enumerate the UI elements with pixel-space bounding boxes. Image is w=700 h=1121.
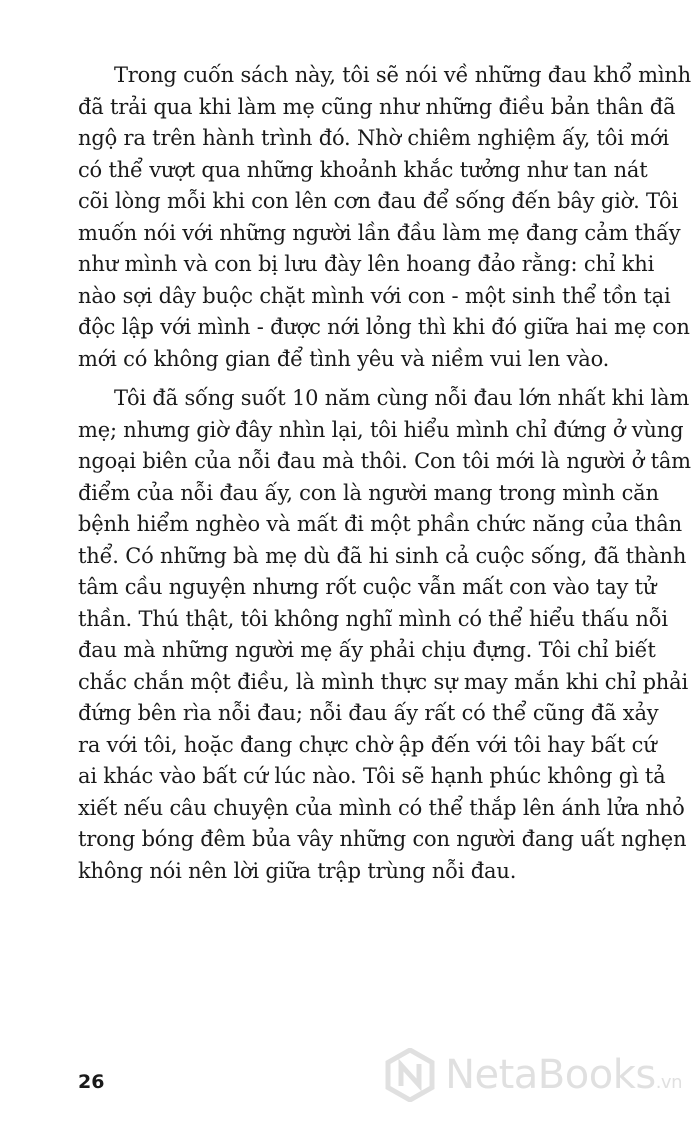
watermark-text: [445, 1052, 682, 1098]
text-line: điểm của nỗi đau ấy, con là người mang trong mình căn: [78, 480, 659, 505]
text-line: đứng bên rìa nỗi đau; nỗi đau ấy rất có thể cũng đã xảy: [78, 701, 659, 725]
text-line: chắc chắn một điều, là mình thực sự may mắn khi chỉ phải: [78, 669, 688, 694]
text-line: ai khác vào bất cứ lúc nào. Tôi sẽ hạnh phúc không gì tả: [78, 764, 666, 788]
paragraph: [78, 383, 691, 887]
text-line: đau mà những người mẹ ấy phải chịu đựng. Tôi chỉ biết: [78, 638, 656, 662]
page-body: [78, 60, 692, 887]
text-line: mẹ; nhưng giờ đây nhìn lại, tôi hiểu mình chỉ đứng ở vùng: [78, 417, 684, 442]
text-line: ngoại biên của nỗi đau mà thôi. Con tôi mới là người ở tâm: [78, 449, 691, 473]
text-line: xiết nếu câu chuyện của mình có thể thắp lên ánh lửa nhỏ: [78, 795, 685, 820]
paragraph: [78, 60, 692, 375]
watermark: [383, 1048, 682, 1102]
page-number: 26: [78, 1071, 105, 1093]
text-line: thể. Có những bà mẹ dù đã hi sinh cả cuộc sống, đã thành: [78, 543, 687, 568]
text-line: trong bóng đêm bủa vây những con người đang uất nghẹn: [78, 827, 687, 851]
text-line: có thể vượt qua những khoảnh khắc tưởng như tan nát: [78, 157, 648, 182]
text-line: nào sợi dây buộc chặt mình với con - một sinh thể tồn tại: [78, 283, 671, 308]
text-line: thần. Thú thật, tôi không nghĩ mình có thể hiểu thấu nỗi: [78, 606, 668, 631]
text-line: độc lập với mình - được nới lỏng thì khi đó giữa hai mẹ con: [78, 315, 690, 339]
watermark-brand: NetaBooks: [445, 1052, 656, 1098]
text-line: không nói nên lời giữa trập trùng nỗi đau.: [78, 858, 517, 883]
text-line: ra với tôi, hoặc đang chực chờ ập đến với tôi hay bất cứ: [78, 732, 657, 757]
text-line: ngộ ra trên hành trình đó. Nhờ chiêm nghiệm ấy, tôi mới: [78, 126, 669, 150]
text-line: như mình và con bị lưu đày lên hoang đảo rằng: chỉ khi: [78, 252, 655, 276]
text-line: đã trải qua khi làm mẹ cũng như những điều bản thân đã: [78, 94, 676, 119]
text-line: muốn nói với những người lần đầu làm mẹ đang cảm thấy: [78, 220, 681, 245]
text-line: Tôi đã sống suốt 10 năm cùng nỗi đau lớn nhất khi làm: [114, 386, 690, 410]
text-line: cõi lòng mỗi khi con lên cơn đau để sống đến bây giờ. Tôi: [78, 189, 678, 213]
watermark-suffix: .vn: [655, 1072, 682, 1093]
text-line: tâm cầu nguyện nhưng rốt cuộc vẫn mất con vào tay tử: [78, 575, 657, 599]
netabooks-logo-icon: [383, 1048, 437, 1102]
text-line: Trong cuốn sách này, tôi sẽ nói về những đau khổ mình: [114, 63, 692, 87]
text-line: mới có không gian để tình yêu và niềm vui len vào.: [78, 346, 610, 371]
text-line: bệnh hiểm nghèo và mất đi một phần chức năng của thân: [78, 512, 682, 536]
